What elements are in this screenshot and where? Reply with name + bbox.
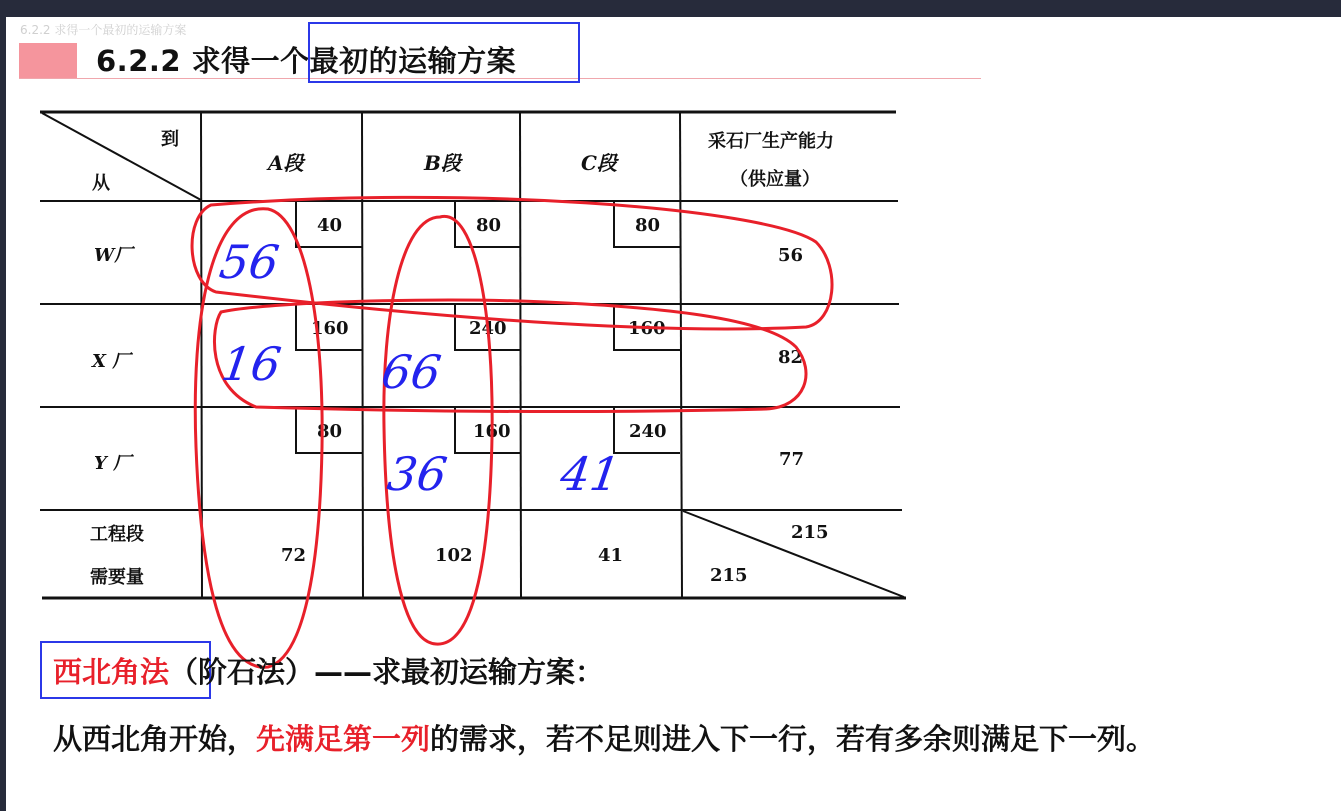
corner-from-label: 从 xyxy=(92,173,110,194)
supply-w: 56 xyxy=(778,245,804,266)
page-title: 6.2.2 求得一个最初的运输方案 xyxy=(96,44,517,78)
cost-w-a: 40 xyxy=(317,215,343,236)
breadcrumb: 6.2.2 求得一个最初的运输方案 xyxy=(20,23,187,37)
description-highlight: 先满足第一列 xyxy=(256,722,431,756)
supply-header-1: 采石厂生产能力 xyxy=(708,131,834,152)
demand-b: 102 xyxy=(435,545,473,566)
demand-a: 72 xyxy=(281,545,307,566)
row-label-w: W厂 xyxy=(94,245,133,266)
col-header-c: C段 xyxy=(581,151,617,175)
corner-to-label: 到 xyxy=(161,129,179,150)
description-part2: 的需求，若不足则进入下一行，若有多余则满足下一列。 xyxy=(430,722,1156,756)
cost-x-b: 240 xyxy=(469,318,507,339)
cost-w-b: 80 xyxy=(476,215,502,236)
method-heading xyxy=(53,650,604,691)
cost-y-c: 240 xyxy=(629,421,667,442)
allocation-y-c: 41 xyxy=(557,447,624,501)
transport-table-grid xyxy=(6,17,1341,637)
row-label-y: Y 厂 xyxy=(94,453,132,474)
demand-label-1: 工程段 xyxy=(90,524,144,545)
supply-x: 82 xyxy=(778,347,804,368)
allocation-x-b: 66 xyxy=(378,345,445,399)
allocation-x-a: 16 xyxy=(218,337,285,391)
slide xyxy=(6,17,1341,811)
total-supply: 215 xyxy=(791,522,829,543)
method-name: 西北角法 xyxy=(53,655,170,689)
allocation-w-a: 56 xyxy=(216,235,283,289)
cost-x-c: 160 xyxy=(628,318,666,339)
demand-label-2: 需要量 xyxy=(90,567,144,588)
supply-y: 77 xyxy=(779,449,805,470)
allocation-y-b: 36 xyxy=(384,447,451,501)
method-rest: （阶石法）——求最初运输方案： xyxy=(169,655,605,689)
cost-w-c: 80 xyxy=(635,215,661,236)
cost-y-a: 80 xyxy=(317,421,343,442)
col-header-b: B段 xyxy=(424,151,461,175)
demand-c: 41 xyxy=(598,545,624,566)
description-part1: 从西北角开始， xyxy=(53,722,257,756)
total-demand: 215 xyxy=(710,565,748,586)
cost-y-b: 160 xyxy=(473,421,511,442)
supply-header-2: （供应量） xyxy=(730,169,820,190)
method-description xyxy=(53,717,1155,758)
col-header-a: A段 xyxy=(268,151,304,175)
cost-x-a: 160 xyxy=(311,318,349,339)
row-label-x: X 厂 xyxy=(92,351,131,372)
